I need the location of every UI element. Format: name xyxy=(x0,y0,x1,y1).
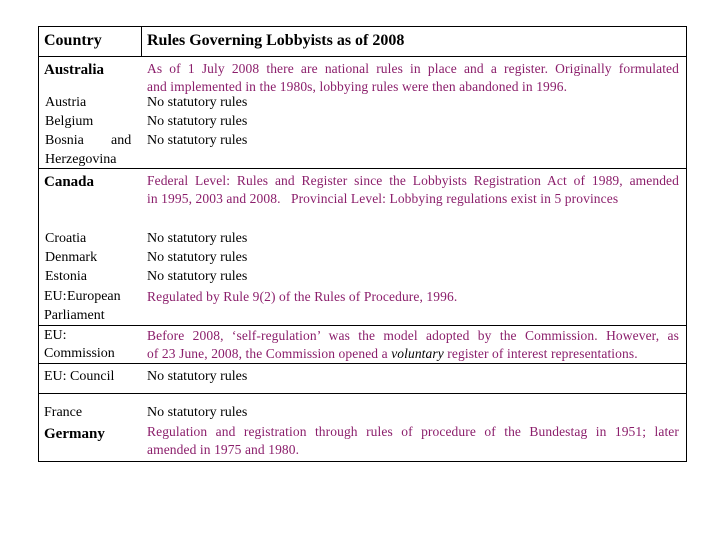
country-croatia: Croatia xyxy=(45,231,87,246)
rule-eu-commission-line2-a: of 23 June, 2008, the Commission opened a xyxy=(147,346,392,361)
row-divider xyxy=(38,363,687,364)
rule-eu-commission-voluntary: voluntary xyxy=(391,346,444,361)
country-eu-council: EU: Council xyxy=(44,369,115,384)
country-france: France xyxy=(44,405,83,420)
rule-eu-commission-line2-c: register of interest representations. xyxy=(443,346,638,361)
rule-croatia: No statutory rules xyxy=(147,231,248,246)
rule-australia-line1: As of 1 July 2008 there are national rules in place and a register. Originally formulated xyxy=(147,61,679,76)
country-canada: Canada xyxy=(44,174,95,190)
rule-austria: No statutory rules xyxy=(147,95,248,110)
country-australia: Australia xyxy=(44,62,104,78)
rule-canada-line2: in 1995, 2003 and 2008. Provincial Level: Lobbying regulations exist in 5 provinces xyxy=(147,191,619,206)
country-eu-commission-line2: Commission xyxy=(44,346,115,361)
country-estonia: Estonia xyxy=(45,269,87,284)
rule-denmark: No statutory rules xyxy=(147,250,248,265)
country-bosnia-word2: and xyxy=(111,133,132,148)
rule-canada-line1: Federal Level: Rules and Register since the Lobbyists Registration Act of 1989, amended xyxy=(147,173,679,188)
row-divider xyxy=(38,168,687,169)
header-rules: Rules Governing Lobbyists as of 2008 xyxy=(147,32,405,49)
rule-france: No statutory rules xyxy=(147,405,248,420)
rule-eu-council: No statutory rules xyxy=(147,369,248,384)
row-divider xyxy=(38,393,687,394)
rule-eu-commission-line2 xyxy=(147,344,638,363)
country-germany: Germany xyxy=(44,426,105,442)
header-column-divider xyxy=(141,26,142,56)
country-bosnia-line2: Herzegovina xyxy=(45,152,117,167)
rule-germany-line1: Regulation and registration through rules of procedure of the Bundestag in 1951; later xyxy=(147,424,679,439)
country-belgium: Belgium xyxy=(45,114,94,129)
rule-estonia: No statutory rules xyxy=(147,269,248,284)
rule-belgium: No statutory rules xyxy=(147,114,248,129)
country-eu-parliament-prefix: EU: xyxy=(44,289,67,304)
rule-eu-commission-line1: Before 2008, ‘self-regulation’ was the model adopted by the Commission. However, as xyxy=(147,328,679,343)
country-austria: Austria xyxy=(45,95,87,110)
rule-eu-parliament: Regulated by Rule 9(2) of the Rules of Procedure, 1996. xyxy=(147,289,458,304)
rule-australia-line2: and implemented in the 1980s, lobbying rules were then abandoned in 1996. xyxy=(147,79,568,94)
header-country: Country xyxy=(44,32,102,49)
header-divider xyxy=(38,56,687,57)
country-eu-parliament-word: European xyxy=(67,289,121,304)
country-denmark: Denmark xyxy=(45,250,98,265)
country-eu-parliament-line2: Parliament xyxy=(44,308,105,323)
country-eu-commission-line1: EU: xyxy=(44,328,67,343)
country-bosnia-word1: Bosnia xyxy=(45,133,84,148)
rule-germany-line2: amended in 1975 and 1980. xyxy=(147,442,300,457)
rule-bosnia: No statutory rules xyxy=(147,133,248,148)
